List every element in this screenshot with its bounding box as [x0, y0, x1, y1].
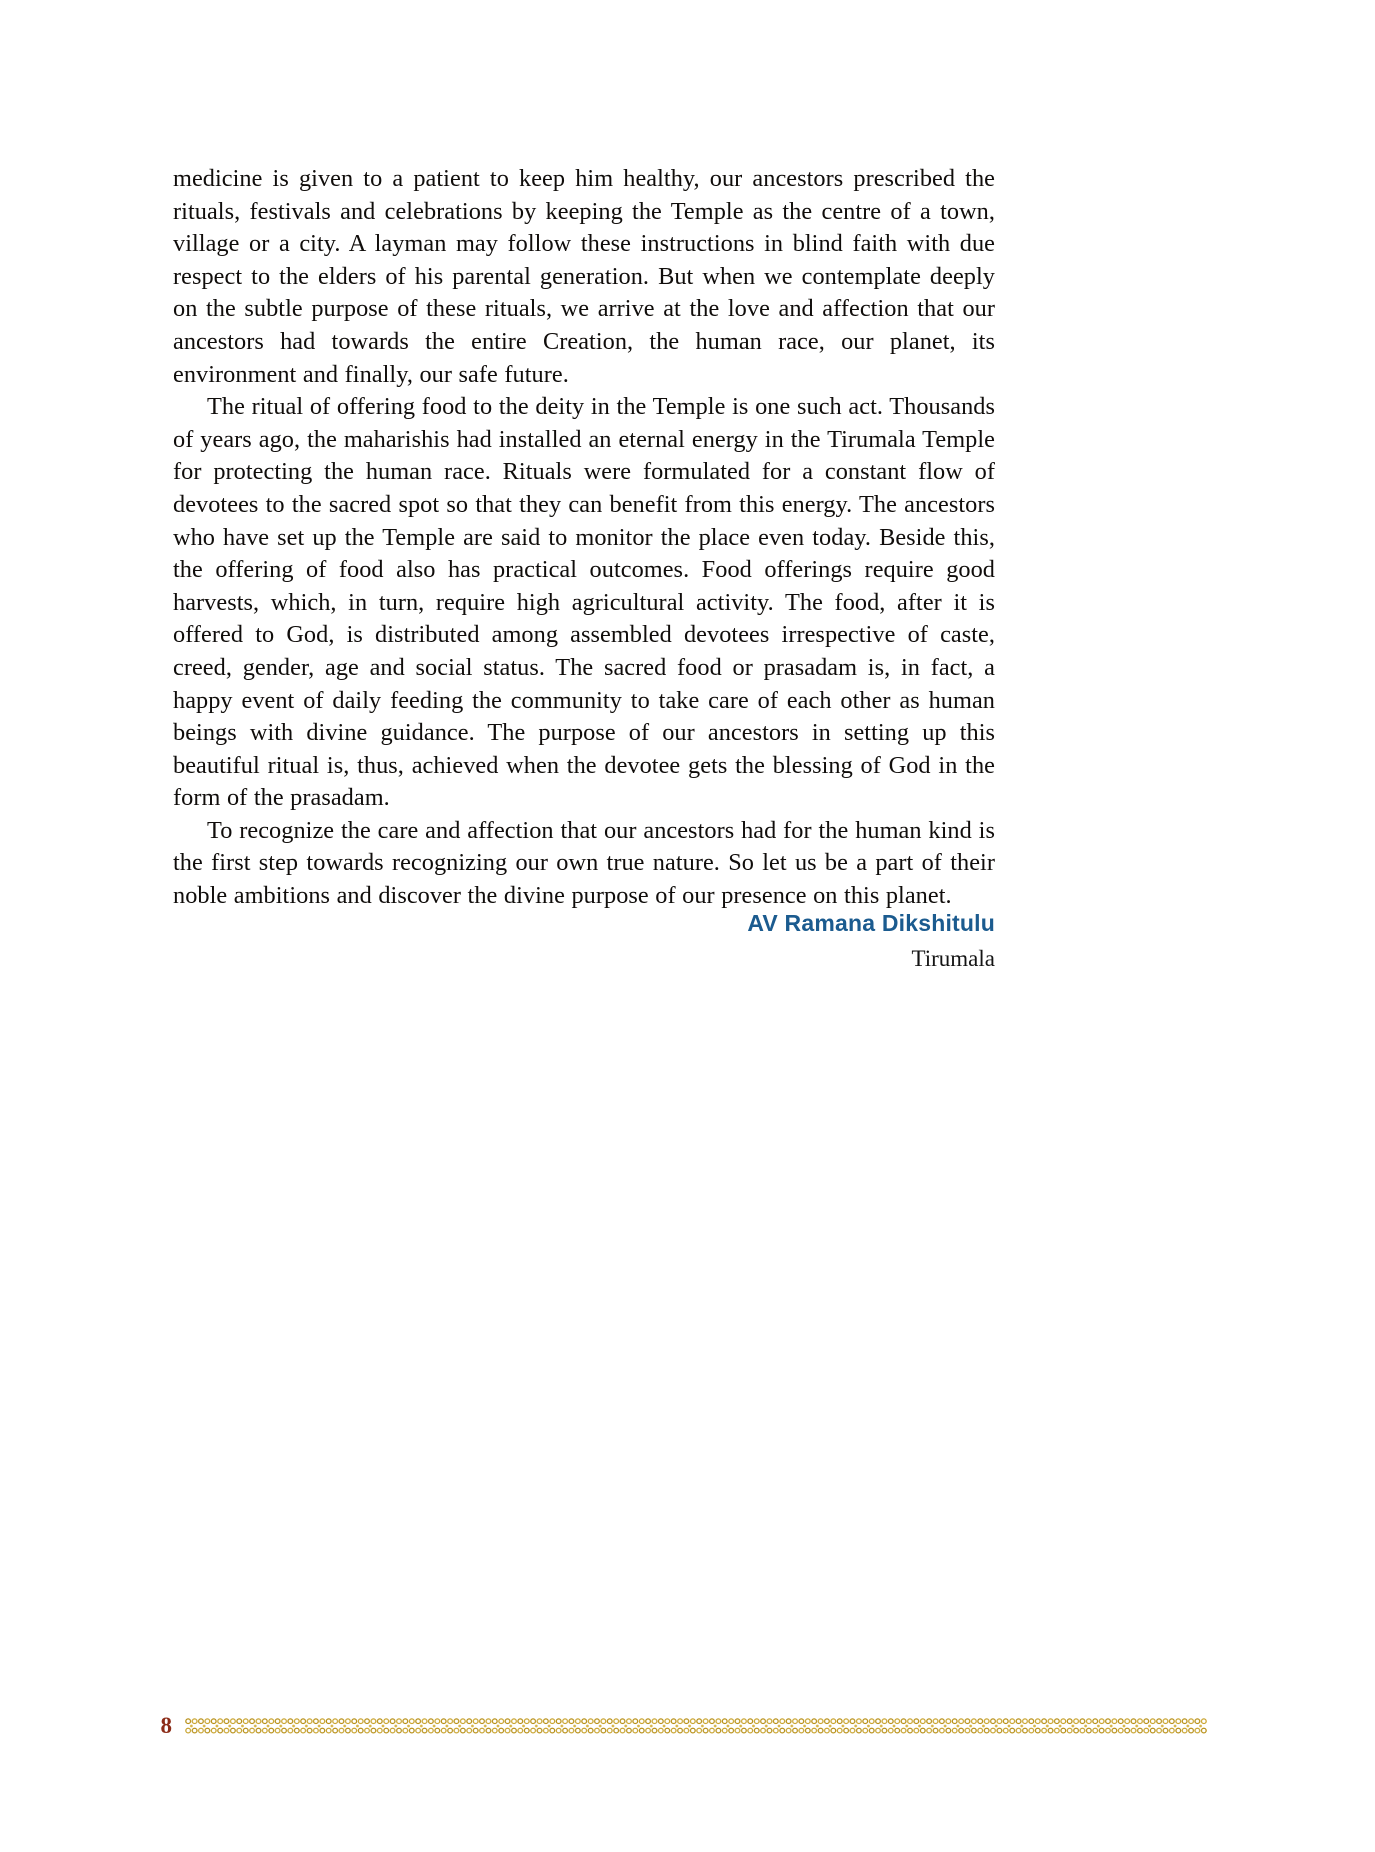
author-name: AV Ramana Dikshitulu — [747, 910, 995, 936]
page-body — [173, 163, 995, 913]
body-paragraph-3: To recognize the care and affection that our ancestors had for the human kind is the first step towards recognizing our own true nature. So let us be a part of their noble ambitions and discover the divine purpose of our presence on this planet. — [173, 816, 995, 910]
author-place: Tirumala — [911, 946, 995, 971]
page-number: 8 — [160, 1713, 172, 1738]
signature-block — [173, 908, 995, 976]
beaded-scallop-rule-icon — [185, 1715, 1207, 1737]
body-paragraph-2: The ritual of offering food to the deity in the Temple is one such act. Thousands of years ago, the maharishis had installed an eternal energy in the Tirumala Temple for protecting the human race. Rituals were formulated for a constant flow of devotees to the sacred spot so that they can benefit from this energy. The ancestors who have set up the Temple are said to monitor the place even today. Beside this, the offering of food also has practical outcomes. Food offerings require good harvests, which, in turn, require high agricultural activity. The food, after it is offered to God, is distributed among assembled devotees irrespective of caste, creed, gender, age and social status. The sacred food or prasadam is, in fact, a happy event of daily feeding the community to take care of each other as human beings with divine guidance. The purpose of our ancestors in setting up this beautiful ritual is, thus, achieved when the devotee gets the blessing of God in the form of the prasadam. — [173, 393, 995, 812]
page-footer — [0, 1706, 1375, 1746]
body-paragraph-1: medicine is given to a patient to keep him healthy, our ancestors prescribed the rituals, festivals and celebrations by keeping the Temple as the centre of a town, village or a city. A layman may follow these instructions in blind faith with due respect to the elders of his parental generation. But when we contemplate deeply on the subtle purpose of these rituals, we arrive at the love and affection that our ancestors had towards the entire Creation, the human race, our planet, its environment and finally, our safe future. — [173, 165, 995, 388]
